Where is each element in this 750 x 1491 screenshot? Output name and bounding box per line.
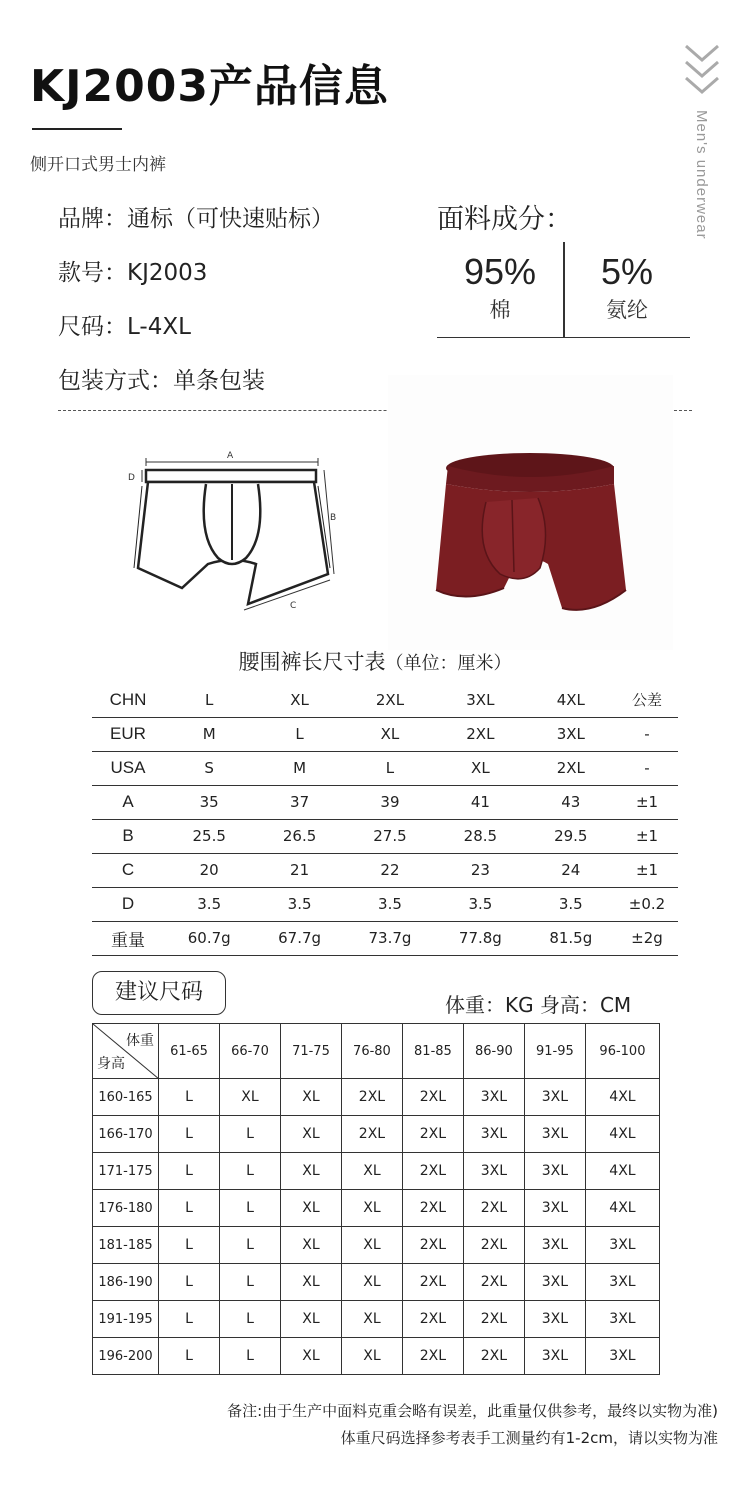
- size-cell: 27.5: [345, 819, 435, 853]
- size-cell: 3.5: [435, 887, 525, 921]
- tolerance-cell: 公差: [616, 683, 678, 717]
- recommend-size-cell: L: [159, 1227, 220, 1264]
- size-table-row: [92, 887, 678, 921]
- recommend-row: [93, 1227, 660, 1264]
- product-image: [420, 440, 635, 625]
- size-cell: 3.5: [345, 887, 435, 921]
- recommend-size-cell: 3XL: [524, 1116, 585, 1153]
- height-cell: 196-200: [93, 1338, 159, 1375]
- recommend-size-cell: L: [159, 1153, 220, 1190]
- recommend-size-cell: 3XL: [524, 1227, 585, 1264]
- recommend-size-cell: XL: [341, 1264, 402, 1301]
- size-row-label: EUR: [92, 717, 164, 751]
- size-cell: L: [345, 751, 435, 785]
- recommend-size-cell: XL: [341, 1190, 402, 1227]
- recommend-size-cell: 2XL: [463, 1227, 524, 1264]
- recommend-size-cell: L: [219, 1116, 280, 1153]
- recommend-size-cell: XL: [280, 1116, 341, 1153]
- size-cell: 2XL: [345, 683, 435, 717]
- weight-header-cell: 66-70: [219, 1024, 280, 1079]
- tolerance-cell: ±2g: [616, 921, 678, 955]
- recommend-size-cell: XL: [280, 1079, 341, 1116]
- size-row-label: USA: [92, 751, 164, 785]
- weight-header-cell: 76-80: [341, 1024, 402, 1079]
- recommend-row: [93, 1190, 660, 1227]
- recommend-size-cell: 3XL: [524, 1301, 585, 1338]
- size-cell: 3.5: [526, 887, 616, 921]
- size-cell: 3.5: [254, 887, 344, 921]
- size-cell: 35: [164, 785, 254, 819]
- size-cell: 2XL: [526, 751, 616, 785]
- height-cell: 186-190: [93, 1264, 159, 1301]
- recommend-size-cell: XL: [280, 1264, 341, 1301]
- size-cell: M: [164, 717, 254, 751]
- recommend-row: [93, 1264, 660, 1301]
- size-cell: L: [254, 717, 344, 751]
- size-cell: 28.5: [435, 819, 525, 853]
- size-cell: 3.5: [164, 887, 254, 921]
- recommend-row: [93, 1338, 660, 1375]
- recommend-size-cell: 4XL: [585, 1153, 659, 1190]
- size-row-label: C: [92, 853, 164, 887]
- size-cell: 77.8g: [435, 921, 525, 955]
- recommend-size-button[interactable]: 建议尺码: [92, 971, 226, 1015]
- recommend-size-cell: 4XL: [585, 1190, 659, 1227]
- size-table-row: [92, 717, 678, 751]
- size-cell: M: [254, 751, 344, 785]
- size-table: [92, 683, 678, 956]
- size-cell: 67.7g: [254, 921, 344, 955]
- size-cell: 73.7g: [345, 921, 435, 955]
- size-cell: 39: [345, 785, 435, 819]
- recommend-size-cell: XL: [280, 1301, 341, 1338]
- recommend-size-cell: 3XL: [524, 1153, 585, 1190]
- recommend-size-cell: L: [219, 1227, 280, 1264]
- fabric-percent: 5%: [600, 251, 654, 292]
- recommend-size-cell: XL: [341, 1227, 402, 1264]
- recommend-size-cell: 2XL: [341, 1116, 402, 1153]
- recommend-size-cell: XL: [280, 1190, 341, 1227]
- recommend-size-cell: XL: [280, 1153, 341, 1190]
- recommend-size-cell: 2XL: [463, 1301, 524, 1338]
- recommend-units: 体重：KG 身高：CM: [445, 993, 632, 1017]
- fabric-name: 棉: [489, 298, 511, 322]
- size-table-unit: （单位：厘米）: [385, 653, 512, 674]
- size-row-label: D: [92, 887, 164, 921]
- size-cell: 43: [526, 785, 616, 819]
- recommend-size-cell: L: [159, 1301, 220, 1338]
- size-cell: 26.5: [254, 819, 344, 853]
- recommend-size-cell: 3XL: [463, 1153, 524, 1190]
- weight-header-cell: 61-65: [159, 1024, 220, 1079]
- title-underline: [32, 128, 122, 130]
- side-caption: Men's underwear: [693, 110, 710, 240]
- recommend-size-cell: L: [159, 1116, 220, 1153]
- size-cell: 29.5: [526, 819, 616, 853]
- size-cell: 4XL: [526, 683, 616, 717]
- size-row-label: CHN: [92, 683, 164, 717]
- tolerance-cell: -: [616, 717, 678, 751]
- fabric-item: [437, 250, 563, 324]
- size-table-row: [92, 751, 678, 785]
- size-table-row: [92, 683, 678, 717]
- size-cell: S: [164, 751, 254, 785]
- size-cell: XL: [254, 683, 344, 717]
- measurement-diagram: [122, 440, 342, 620]
- size-table-row: [92, 921, 678, 955]
- recommend-size-cell: 2XL: [402, 1338, 463, 1375]
- weight-header-cell: 91-95: [524, 1024, 585, 1079]
- size-cell: 37: [254, 785, 344, 819]
- height-cell: 176-180: [93, 1190, 159, 1227]
- tolerance-cell: ±1: [616, 785, 678, 819]
- size-cell: 21: [254, 853, 344, 887]
- recommend-size-cell: 3XL: [463, 1079, 524, 1116]
- recommend-size-cell: 2XL: [402, 1153, 463, 1190]
- weight-header-cell: 96-100: [585, 1024, 659, 1079]
- recommend-size-cell: XL: [341, 1301, 402, 1338]
- fabric-name: 氨纶: [606, 298, 648, 322]
- height-cell: 181-185: [93, 1227, 159, 1264]
- size-table-row: [92, 853, 678, 887]
- model-row: [58, 254, 207, 287]
- size-cell: 3XL: [526, 717, 616, 751]
- recommend-size-cell: XL: [341, 1153, 402, 1190]
- brand-label: 品牌：: [58, 206, 127, 232]
- recommend-size-cell: 2XL: [463, 1190, 524, 1227]
- size-cell: XL: [435, 751, 525, 785]
- size-cell: 24: [526, 853, 616, 887]
- corner-weight-label: 体重: [126, 1033, 154, 1049]
- recommend-row: [93, 1116, 660, 1153]
- recommend-size-cell: L: [219, 1264, 280, 1301]
- tolerance-cell: ±1: [616, 853, 678, 887]
- brand-row: [58, 200, 334, 233]
- height-cell: 171-175: [93, 1153, 159, 1190]
- fabric-title: 面料成分：: [437, 204, 572, 235]
- size-label: 尺码：: [58, 314, 127, 340]
- size-cell: L: [164, 683, 254, 717]
- recommend-size-cell: XL: [341, 1338, 402, 1375]
- recommend-size-cell: XL: [280, 1338, 341, 1375]
- label-a: A: [227, 451, 234, 461]
- fabric-composition: [437, 242, 690, 338]
- model-label: 款号：: [58, 260, 127, 286]
- recommend-size-cell: L: [159, 1338, 220, 1375]
- recommend-size-cell: 3XL: [524, 1338, 585, 1375]
- brand-value: 通标（可快速贴标）: [127, 206, 334, 232]
- label-c: C: [290, 601, 297, 611]
- recommend-size-cell: L: [159, 1190, 220, 1227]
- note-line-1: 备注:由于生产中面料克重会略有误差，此重量仅供参考，最终以实物为准): [227, 1402, 718, 1420]
- recommend-size-cell: 3XL: [585, 1338, 659, 1375]
- size-cell: 23: [435, 853, 525, 887]
- size-cell: 60.7g: [164, 921, 254, 955]
- weight-header-cell: 71-75: [280, 1024, 341, 1079]
- recommend-size-cell: 3XL: [524, 1079, 585, 1116]
- tolerance-cell: -: [616, 751, 678, 785]
- recommend-size-cell: 2XL: [402, 1190, 463, 1227]
- tolerance-cell: ±1: [616, 819, 678, 853]
- size-table-heading: 腰围裤长尺寸表: [238, 650, 386, 674]
- corner-height-label: 身高: [97, 1056, 125, 1072]
- tolerance-cell: ±0.2: [616, 887, 678, 921]
- recommend-size-cell: 2XL: [463, 1338, 524, 1375]
- note-line-2: 体重尺码选择参考表手工测量约有1-2cm，请以实物为准: [340, 1429, 718, 1447]
- recommend-table: [92, 1023, 660, 1375]
- height-cell: 166-170: [93, 1116, 159, 1153]
- recommend-size-cell: 3XL: [585, 1264, 659, 1301]
- size-cell: 81.5g: [526, 921, 616, 955]
- size-cell: 3XL: [435, 683, 525, 717]
- recommend-row: [93, 1079, 660, 1116]
- recommend-size-cell: L: [219, 1190, 280, 1227]
- chevron-down-icon: [682, 40, 722, 100]
- recommend-size-cell: L: [219, 1338, 280, 1375]
- recommend-row: [93, 1301, 660, 1338]
- recommend-size-cell: 3XL: [463, 1116, 524, 1153]
- size-row-label: 重量: [92, 921, 164, 955]
- recommend-size-cell: 2XL: [341, 1079, 402, 1116]
- recommend-size-cell: 4XL: [585, 1079, 659, 1116]
- model-value: KJ2003: [127, 260, 208, 286]
- label-b: B: [330, 513, 337, 523]
- recommend-size-cell: L: [219, 1153, 280, 1190]
- recommend-size-cell: L: [159, 1264, 220, 1301]
- size-cell: 41: [435, 785, 525, 819]
- size-table-row: [92, 785, 678, 819]
- pack-label: 包装方式：: [58, 368, 173, 394]
- size-table-title: [0, 646, 750, 676]
- fabric-percent: 95%: [463, 251, 537, 292]
- recommend-size-cell: XL: [219, 1079, 280, 1116]
- recommend-size-cell: L: [219, 1301, 280, 1338]
- size-cell: 25.5: [164, 819, 254, 853]
- pack-row: [58, 362, 265, 395]
- recommend-size-cell: 3XL: [585, 1301, 659, 1338]
- recommend-size-cell: 2XL: [402, 1301, 463, 1338]
- size-cell: 2XL: [435, 717, 525, 751]
- recommend-header-row: [93, 1024, 660, 1079]
- recommend-size-cell: 3XL: [585, 1227, 659, 1264]
- recommend-size-cell: 2XL: [402, 1264, 463, 1301]
- size-row: [58, 308, 191, 341]
- recommend-size-cell: 4XL: [585, 1116, 659, 1153]
- size-table-row: [92, 819, 678, 853]
- product-subtitle: 侧开口式男士内裤: [30, 155, 166, 175]
- weight-header-cell: 86-90: [463, 1024, 524, 1079]
- size-cell: 20: [164, 853, 254, 887]
- recommend-size-cell: 3XL: [524, 1264, 585, 1301]
- recommend-size-cell: 2XL: [402, 1116, 463, 1153]
- recommend-size-cell: XL: [280, 1227, 341, 1264]
- recommend-size-cell: L: [159, 1079, 220, 1116]
- height-cell: 160-165: [93, 1079, 159, 1116]
- pack-value: 单条包装: [173, 368, 265, 394]
- recommend-size-cell: 2XL: [463, 1264, 524, 1301]
- corner-cell: [93, 1024, 159, 1079]
- recommend-size-cell: 3XL: [524, 1190, 585, 1227]
- label-d: D: [128, 473, 135, 483]
- size-cell: 22: [345, 853, 435, 887]
- recommend-size-cell: 2XL: [402, 1079, 463, 1116]
- recommend-row: [93, 1153, 660, 1190]
- recommend-size-cell: 2XL: [402, 1227, 463, 1264]
- fabric-item: [564, 250, 690, 324]
- size-cell: XL: [345, 717, 435, 751]
- page-title: KJ2003产品信息: [30, 61, 389, 112]
- weight-header-cell: 81-85: [402, 1024, 463, 1079]
- size-value: L-4XL: [127, 314, 191, 340]
- height-cell: 191-195: [93, 1301, 159, 1338]
- size-row-label: B: [92, 819, 164, 853]
- size-row-label: A: [92, 785, 164, 819]
